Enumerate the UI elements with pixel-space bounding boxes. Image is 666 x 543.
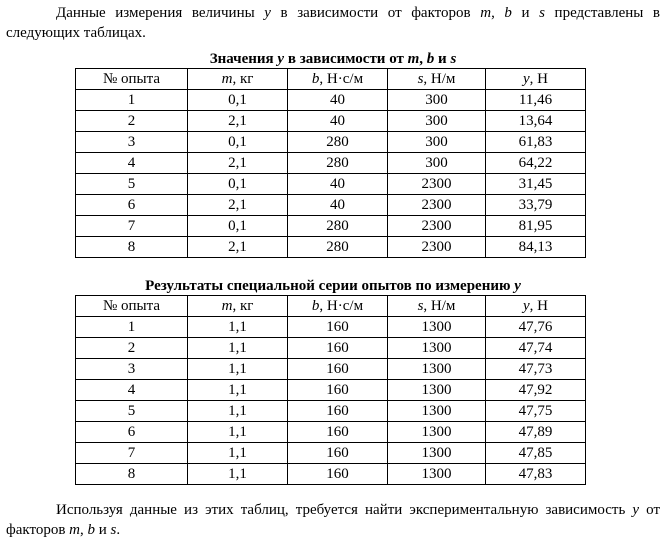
outro-paragraph [6, 500, 660, 540]
outro-text-mid: от факторов [6, 502, 660, 538]
cell-experiment: 1 [76, 90, 188, 111]
cell-b: 160 [288, 443, 388, 464]
cell-b: 40 [288, 195, 388, 216]
table1-header-s [388, 69, 486, 90]
table-row [76, 464, 586, 485]
table2-caption [0, 277, 666, 295]
outro-var-m: m [69, 522, 81, 538]
cell-s: 1300 [388, 338, 486, 359]
table1-caption-comma: , [419, 51, 427, 67]
cell-m: 0,1 [188, 216, 288, 237]
cell-experiment: 6 [76, 422, 188, 443]
table1-caption-var-m: m [407, 51, 420, 67]
table2-header-y-unit: , Н [529, 297, 548, 314]
table-row [76, 380, 586, 401]
intro-comma: , [491, 5, 505, 21]
table-row [76, 174, 586, 195]
cell-y: 61,83 [486, 132, 586, 153]
cell-experiment: 7 [76, 443, 188, 464]
cell-m: 2,1 [188, 195, 288, 216]
cell-s: 1300 [388, 443, 486, 464]
cell-m: 1,1 [188, 317, 288, 338]
cell-m: 1,1 [188, 338, 288, 359]
table1-header-y-var: y [522, 70, 530, 87]
cell-m: 1,1 [188, 380, 288, 401]
table2-header-y-var: y [522, 297, 530, 314]
intro-var-s: s [539, 5, 545, 21]
cell-b: 160 [288, 338, 388, 359]
table1-header-s-var: s [417, 70, 424, 87]
cell-y: 84,13 [486, 237, 586, 258]
table1-header-s-unit: , Н/м [423, 70, 456, 87]
table1-header-b-var: b [311, 70, 320, 87]
table-row [76, 132, 586, 153]
cell-b: 280 [288, 237, 388, 258]
table2-header-b [288, 296, 388, 317]
outro-comma: , [80, 522, 88, 538]
outro-and: и [95, 522, 111, 538]
cell-experiment: 5 [76, 401, 188, 422]
cell-b: 40 [288, 174, 388, 195]
cell-y: 64,22 [486, 153, 586, 174]
intro-text-end: представлены в следующих таблицах. [6, 5, 661, 41]
intro-var-b: b [504, 5, 512, 21]
cell-b: 280 [288, 216, 388, 237]
table2-header-s [388, 296, 486, 317]
table2-header-b-unit: , Н·с/м [319, 297, 364, 314]
cell-s: 300 [388, 153, 486, 174]
cell-s: 1300 [388, 359, 486, 380]
cell-y: 47,73 [486, 359, 586, 380]
cell-b: 160 [288, 422, 388, 443]
cell-b: 40 [288, 90, 388, 111]
cell-m: 0,1 [188, 132, 288, 153]
intro-text-mid: в зависимости от факторов [270, 5, 481, 21]
intro-and: и [511, 5, 540, 21]
table2-header-b-var: b [311, 297, 320, 314]
cell-b: 280 [288, 132, 388, 153]
table1-header-m-var: m [221, 70, 233, 87]
cell-experiment: 5 [76, 174, 188, 195]
table-row [76, 195, 586, 216]
cell-b: 160 [288, 317, 388, 338]
cell-experiment: 3 [76, 132, 188, 153]
table-row [76, 111, 586, 132]
cell-b: 160 [288, 464, 388, 485]
cell-s: 2300 [388, 237, 486, 258]
table1-header-m [188, 69, 288, 90]
cell-m: 2,1 [188, 153, 288, 174]
cell-m: 0,1 [188, 90, 288, 111]
table2 [75, 295, 586, 485]
table2-header-y [486, 296, 586, 317]
table-row [76, 359, 586, 380]
table1-body [76, 90, 586, 258]
cell-y: 13,64 [486, 111, 586, 132]
outro-text-start: Используя данные из этих таблиц, требуется найти экспериментальную зависимость [56, 502, 633, 518]
cell-experiment: 7 [76, 216, 188, 237]
cell-s: 2300 [388, 216, 486, 237]
table2-header-s-unit: , Н/м [423, 297, 456, 314]
cell-y: 47,74 [486, 338, 586, 359]
cell-experiment: 3 [76, 359, 188, 380]
cell-m: 1,1 [188, 443, 288, 464]
table1-header-experiment: № опыта [76, 69, 188, 90]
outro-var-b: b [87, 522, 96, 538]
table1-caption [0, 50, 666, 68]
cell-s: 300 [388, 90, 486, 111]
table-row [76, 216, 586, 237]
cell-experiment: 8 [76, 237, 188, 258]
cell-experiment: 4 [76, 380, 188, 401]
table1-caption-start: Значения [209, 51, 278, 67]
cell-y: 33,79 [486, 195, 586, 216]
table2-header-m-unit: , кг [232, 297, 254, 314]
cell-experiment: 1 [76, 317, 188, 338]
cell-y: 47,89 [486, 422, 586, 443]
cell-m: 0,1 [188, 174, 288, 195]
cell-y: 47,75 [486, 401, 586, 422]
outro-text-end: . [116, 522, 121, 538]
cell-m: 1,1 [188, 401, 288, 422]
cell-b: 280 [288, 153, 388, 174]
cell-m: 1,1 [188, 464, 288, 485]
table-row [76, 422, 586, 443]
intro-var-y: y [264, 5, 271, 21]
cell-s: 2300 [388, 174, 486, 195]
table2-header-m [188, 296, 288, 317]
table1-caption-var-b: b [426, 51, 435, 67]
table2-header-s-var: s [417, 297, 424, 314]
table2-caption-start: Результаты специальной серии опытов по измерению [145, 278, 515, 294]
cell-s: 300 [388, 111, 486, 132]
outro-var-s: s [110, 522, 117, 538]
cell-s: 1300 [388, 401, 486, 422]
table-row [76, 153, 586, 174]
table1 [75, 68, 586, 258]
cell-b: 40 [288, 111, 388, 132]
cell-s: 1300 [388, 317, 486, 338]
cell-y: 47,92 [486, 380, 586, 401]
cell-s: 300 [388, 132, 486, 153]
cell-b: 160 [288, 359, 388, 380]
table1-caption-var-y: y [277, 51, 285, 67]
cell-m: 2,1 [188, 111, 288, 132]
cell-m: 1,1 [188, 359, 288, 380]
table1-header-y-unit: , Н [529, 70, 548, 87]
intro-paragraph [6, 3, 660, 43]
outro-var-y: y [632, 502, 640, 518]
table2-header-experiment: № опыта [76, 296, 188, 317]
cell-s: 1300 [388, 464, 486, 485]
table2-header-row [76, 296, 586, 317]
cell-b: 160 [288, 401, 388, 422]
cell-y: 81,95 [486, 216, 586, 237]
table-row [76, 338, 586, 359]
table-row [76, 237, 586, 258]
cell-y: 11,46 [486, 90, 586, 111]
table-row [76, 401, 586, 422]
table1-caption-and: и [434, 51, 451, 67]
cell-s: 1300 [388, 422, 486, 443]
table1-caption-mid: в зависимости от [284, 51, 408, 67]
table-row [76, 317, 586, 338]
cell-y: 47,85 [486, 443, 586, 464]
cell-s: 2300 [388, 195, 486, 216]
table1-header-m-unit: , кг [232, 70, 254, 87]
table2-caption-var-y: y [514, 278, 521, 294]
table-row [76, 90, 586, 111]
cell-y: 47,83 [486, 464, 586, 485]
cell-m: 2,1 [188, 237, 288, 258]
cell-m: 1,1 [188, 422, 288, 443]
table1-header-b [288, 69, 388, 90]
cell-experiment: 2 [76, 338, 188, 359]
intro-text-start: Данные измерения величины [56, 5, 265, 21]
table1-header-row [76, 69, 586, 90]
table1-header-b-unit: , Н·с/м [319, 70, 364, 87]
table1-header-y [486, 69, 586, 90]
cell-y: 31,45 [486, 174, 586, 195]
table2-body [76, 317, 586, 485]
cell-experiment: 4 [76, 153, 188, 174]
intro-var-m: m [480, 5, 492, 21]
cell-experiment: 8 [76, 464, 188, 485]
table2-header-m-var: m [221, 297, 233, 314]
cell-y: 47,76 [486, 317, 586, 338]
cell-b: 160 [288, 380, 388, 401]
cell-s: 1300 [388, 380, 486, 401]
table1-caption-var-s: s [450, 51, 457, 67]
table-row [76, 443, 586, 464]
cell-experiment: 2 [76, 111, 188, 132]
cell-experiment: 6 [76, 195, 188, 216]
